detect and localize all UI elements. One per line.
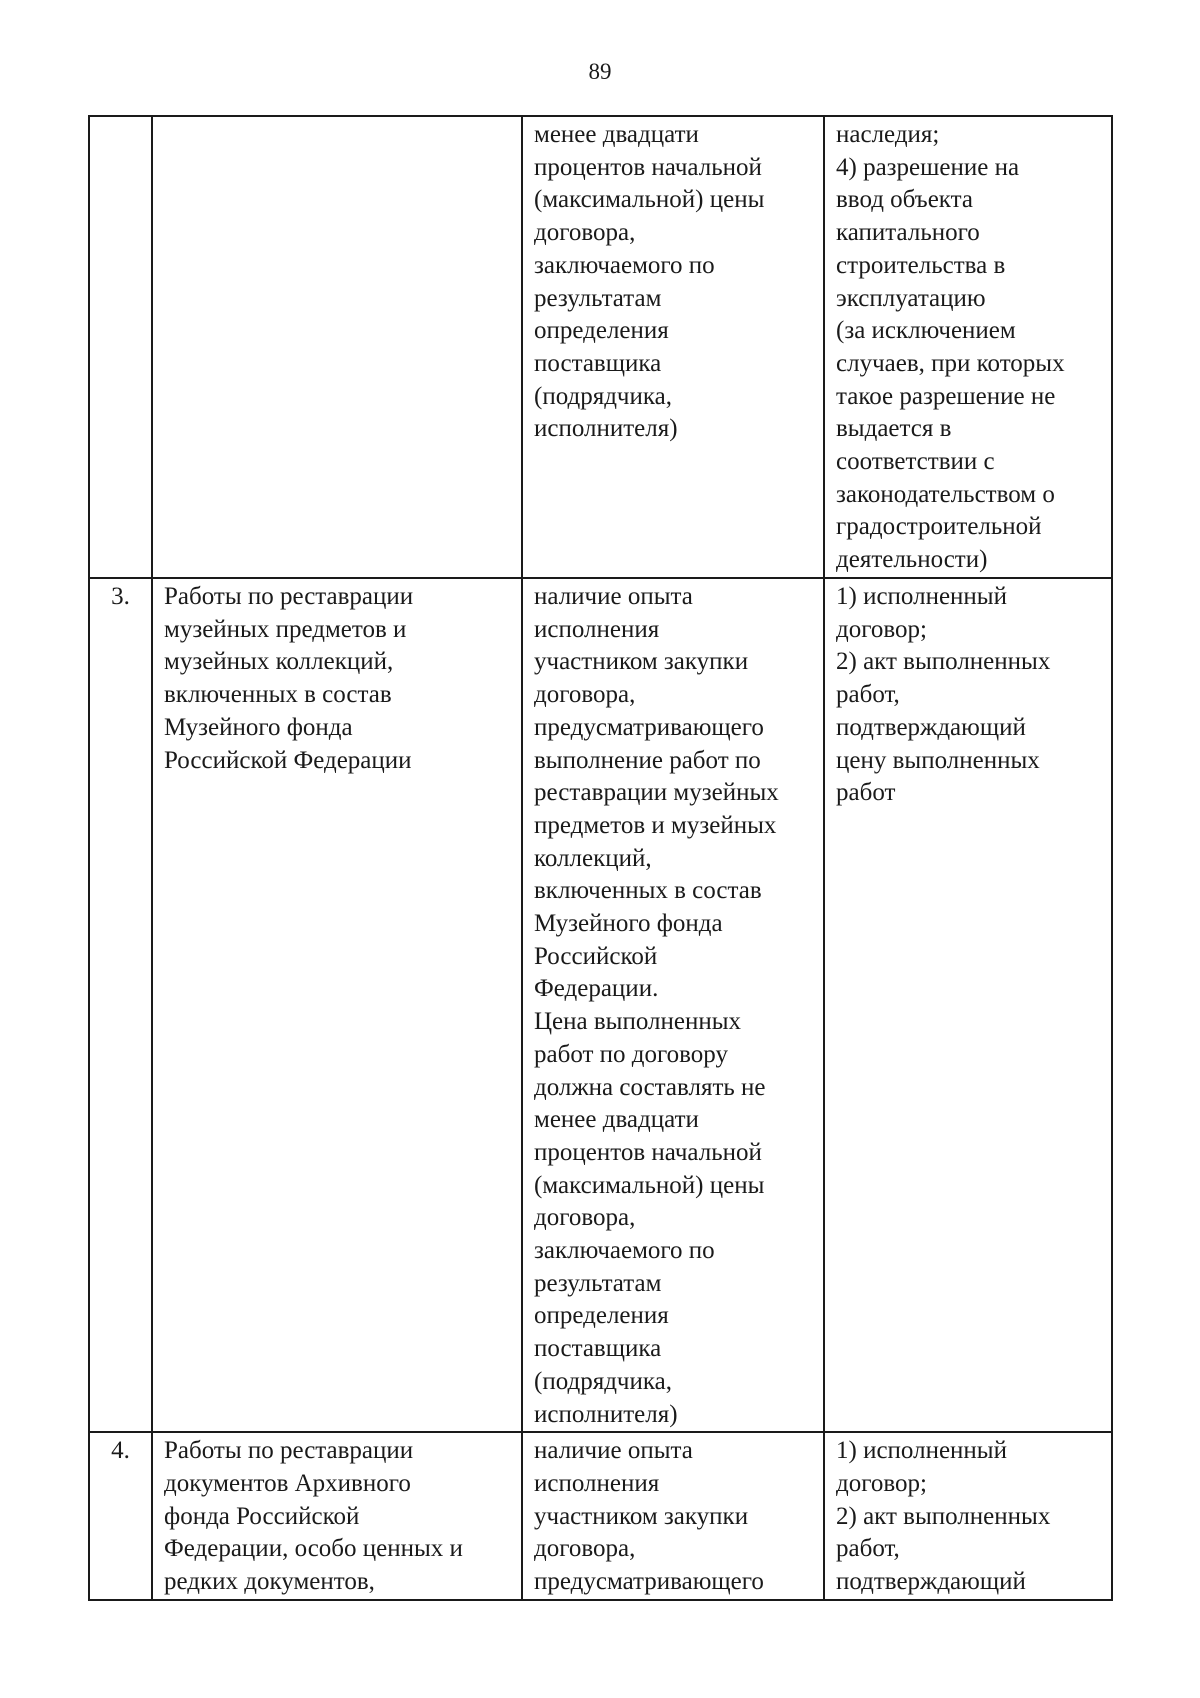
documents-cell: наследия; 4) разрешение на ввод объекта капитального строительства в эксплуатацию (за исключением случаев, при которых такое разрешение не выдается в соответствии с законодательством о градостроительной деятельности) [824, 116, 1112, 578]
row-number-cell: 3. [89, 578, 152, 1432]
work-type-cell [152, 116, 522, 578]
requirement-cell: менее двадцати процентов начальной (максимальной) цены договора, заключаемого по результатам определения поставщика (подрядчика, исполнителя) [522, 116, 824, 578]
table-row [89, 1432, 1112, 1600]
requirement-cell: наличие опыта исполнения участником закупки договора, предусматривающего [522, 1432, 824, 1600]
row-number-cell: 4. [89, 1432, 152, 1600]
documents-cell: 1) исполненный договор; 2) акт выполненных работ, подтверждающий цену выполненных работ [824, 578, 1112, 1432]
row-number-cell [89, 116, 152, 578]
page-number: 89 [588, 59, 612, 84]
requirement-cell: наличие опыта исполнения участником закупки договора, предусматривающего выполнение работ по реставрации музейных предметов и музейных коллекций, включенных в состав Музейного фонда Российской Федерации. Цена выполненных работ по договору должна составлять не менее двадцати процентов начальной (максимальной) цены договора, заключаемого по результатам определения поставщика (подрядчика, исполнителя) [522, 578, 824, 1432]
table-row [89, 578, 1112, 1432]
work-type-cell: Работы по реставрации документов Архивного фонда Российской Федерации, особо ценных и редких документов, [152, 1432, 522, 1600]
work-type-cell: Работы по реставрации музейных предметов и музейных коллекций, включенных в состав Музейного фонда Российской Федерации [152, 578, 522, 1432]
requirements-table [88, 115, 1113, 1601]
table-row [89, 116, 1112, 578]
documents-cell: 1) исполненный договор; 2) акт выполненных работ, подтверждающий [824, 1432, 1112, 1600]
